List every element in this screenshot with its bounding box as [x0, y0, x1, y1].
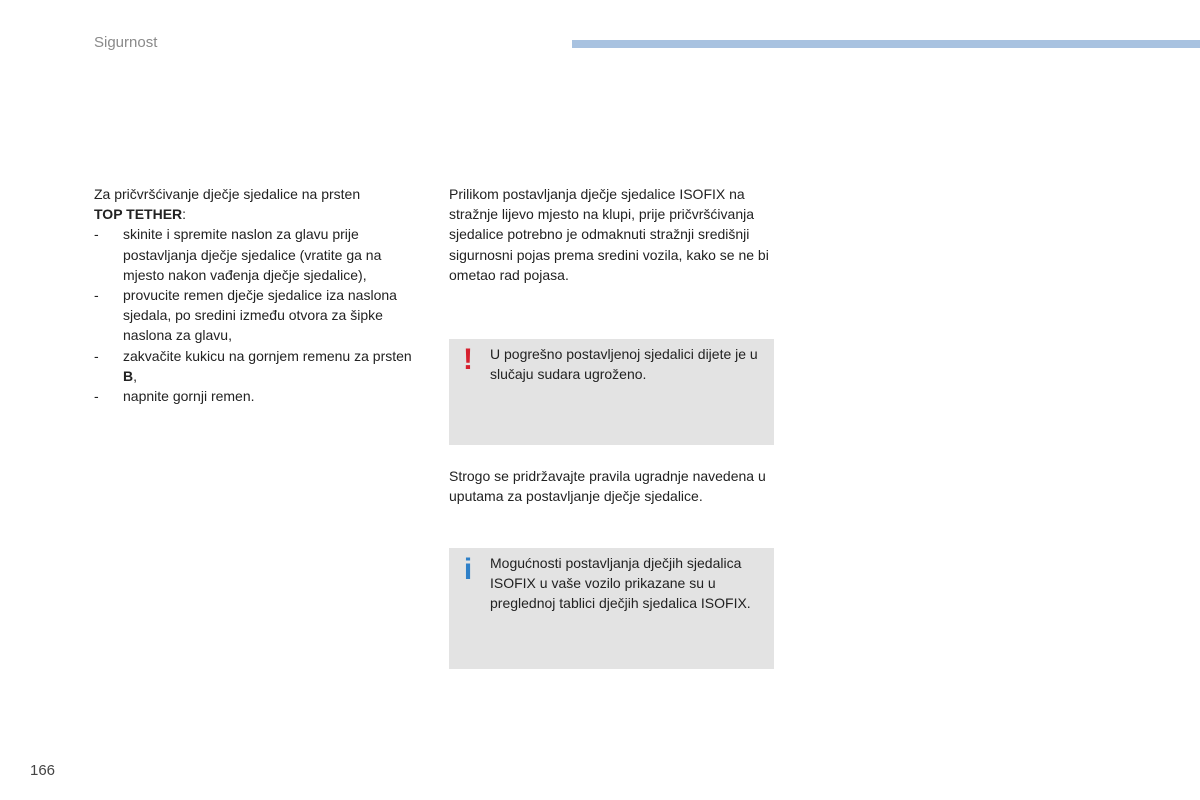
list-item-text: skinite i spremite naslon za glavu prije postavljanja dječje sjedalice (vratite ga na mjesto nakon vađenja dječje sjedalice),	[123, 226, 382, 283]
left-column	[94, 184, 424, 406]
info-note-box	[449, 548, 774, 669]
list-dash: -	[94, 287, 99, 304]
strict-rules-paragraph: Strogo se pridržavajte pravila ugradnje navedena u uputama za postavljanje dječje sjedalice.	[449, 468, 766, 505]
list-item-text: provucite remen dječje sjedalice iza naslona sjedala, po sredini između otvora za šipke naslona za glavu,	[123, 287, 397, 344]
list-item	[94, 285, 424, 346]
list-item	[94, 386, 424, 406]
steps-list	[94, 224, 424, 406]
intro-text: Za pričvršćivanje dječje sjedalice na prsten	[94, 186, 361, 202]
info-text: Mogućnosti postavljanja dječjih sjedalica ISOFIX u vaše vozilo prikazane su u preglednoj tablici dječjih sjedalica ISOFIX.	[490, 555, 751, 612]
list-item	[94, 346, 424, 386]
warning-exclamation-icon: !	[463, 343, 473, 376]
right-column	[449, 184, 779, 285]
list-item-bold: B	[123, 367, 134, 384]
list-item-text-after: ,	[133, 367, 138, 384]
list-item-text: zakvačite kukicu na gornjem remenu za prsten	[123, 347, 412, 364]
list-dash: -	[94, 388, 99, 405]
list-item-text: napnite gornji remen.	[123, 388, 255, 405]
section-title: Sigurnost	[94, 34, 158, 51]
isofix-paragraph: Prilikom postavljanja dječje sjedalice ISOFIX na stražnje lijevo mjesto na klupi, prije pričvršćivanja sjedalice potrebno je odmaknuti stražnji središnji sigurnosni pojas prema sredini vozila, kako se ne bi ometao rad pojasa.	[449, 186, 769, 283]
list-item	[94, 224, 424, 285]
warning-note-box	[449, 339, 774, 445]
section-header-bar	[572, 40, 1200, 48]
warning-text: U pogrešno postavljenoj sjedalici dijete je u slučaju sudara ugroženo.	[490, 346, 758, 383]
list-dash: -	[94, 347, 99, 364]
intro-suffix: :	[182, 206, 187, 223]
intro-paragraph	[94, 184, 424, 224]
info-icon: i	[463, 553, 473, 586]
intro-bold-term: TOP TETHER	[94, 206, 183, 223]
list-dash: -	[94, 226, 99, 243]
page-number: 166	[30, 762, 56, 779]
